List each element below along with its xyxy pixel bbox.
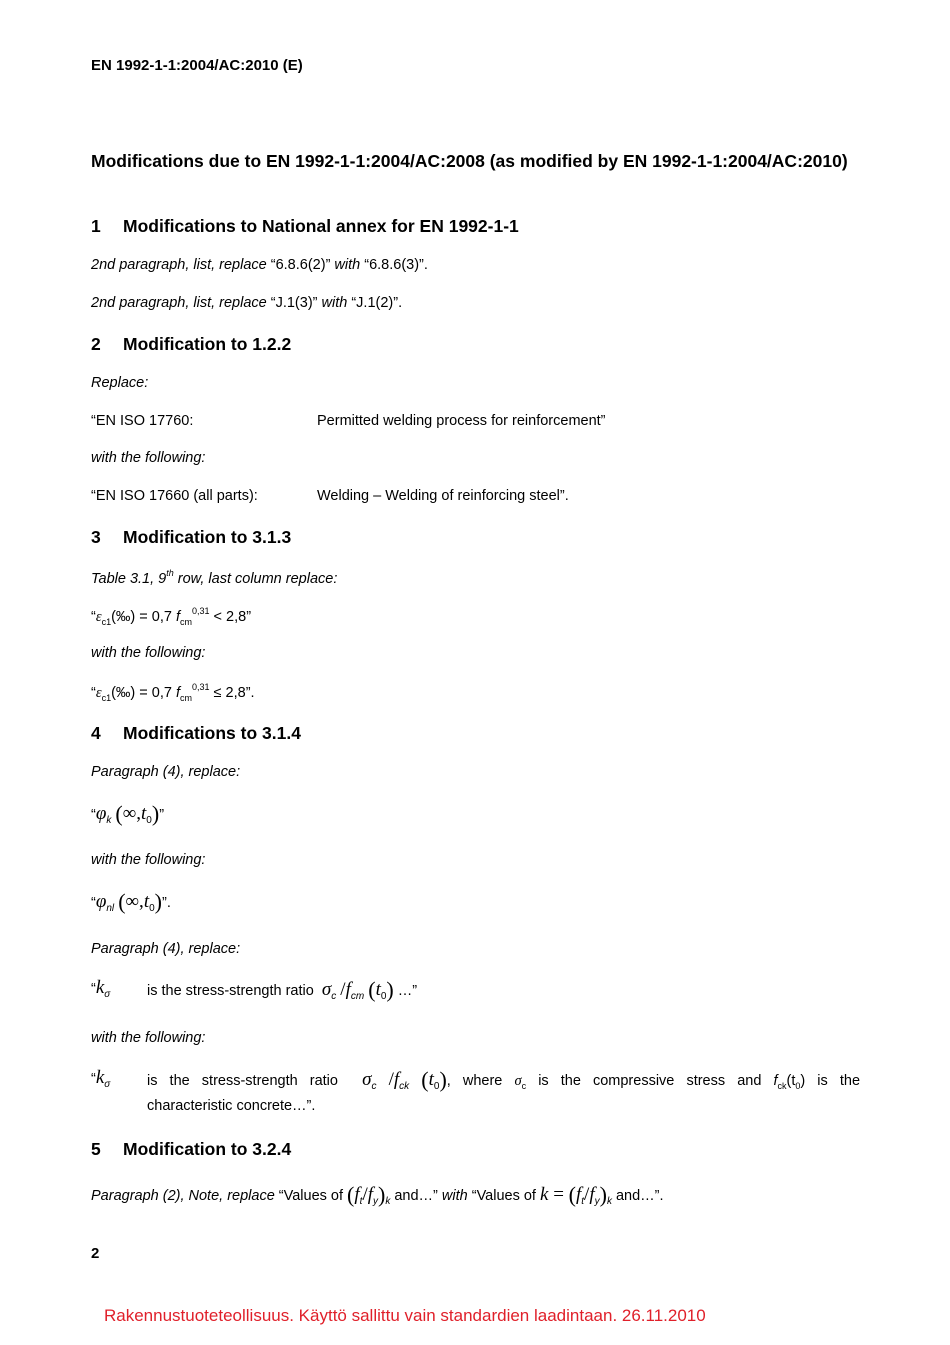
paragraph-instruction: Paragraph (4), replace: [91, 941, 241, 957]
subscript: 0 [149, 903, 155, 914]
close-paren: ) [151, 801, 160, 826]
quote: ” [159, 807, 165, 823]
subscript: y [373, 1196, 378, 1207]
k-symbol: k [95, 1067, 105, 1088]
definition-phrase: , where [446, 1073, 515, 1089]
table-instruction [91, 568, 337, 587]
close-paren: ) [800, 1073, 806, 1089]
t-symbol: t [375, 979, 381, 1000]
s5-paragraph [91, 1182, 664, 1208]
quote: “ [91, 807, 96, 823]
open-paren: ( [347, 1182, 355, 1207]
running-header: EN 1992-1-1:2004/AC:2010 (E) [91, 57, 303, 74]
quote: “ [91, 685, 96, 701]
with-label: with the following: [91, 450, 206, 466]
quote-text: “Values of [467, 1188, 540, 1204]
subscript: c1 [101, 693, 112, 703]
standard-code: “EN ISO 17760: [91, 413, 194, 429]
ellipsis: …” [393, 983, 418, 999]
infinity-symbol: ∞, [122, 803, 142, 824]
open-paren: ( [568, 1182, 576, 1207]
subscript: 0 [433, 1081, 440, 1092]
f-symbol: f [175, 685, 180, 701]
new-ref: “J.1(2)”. [347, 295, 403, 311]
section-number: 2 [91, 334, 101, 354]
new-k-sigma-definition [91, 1067, 861, 1119]
section-number: 1 [91, 216, 101, 236]
close-paren: ) [386, 977, 394, 1002]
f-symbol: f [345, 979, 351, 1000]
sigma-symbol: σ [362, 1069, 372, 1090]
page-number: 2 [91, 1245, 100, 1262]
section-4-heading [91, 723, 301, 744]
instruction-text: 2nd paragraph, list, replace [91, 257, 267, 273]
license-footer: Rakennustuoteteollisuus. Käyttö sallittu vain standardien laadintaan. 26.11.2010 [104, 1306, 706, 1325]
subscript: k [385, 1196, 391, 1207]
sigma-symbol: σ [321, 979, 332, 1000]
old-k-sigma-definition [91, 977, 861, 1017]
instruction-text: Paragraph (2), Note, replace [91, 1188, 275, 1204]
subscript: k [106, 815, 112, 826]
subscript: nl [106, 903, 115, 914]
with-label: with the following: [91, 1030, 206, 1046]
subscript: cm [179, 617, 192, 627]
section-number: 3 [91, 527, 101, 547]
definition-phrase: is the compressive stress and [526, 1073, 774, 1089]
section-5-heading [91, 1139, 291, 1160]
f-symbol: f [354, 1184, 360, 1205]
f-symbol: f [589, 1184, 595, 1205]
subscript: t [581, 1196, 585, 1207]
subscript: cm [179, 693, 192, 703]
exponent: 0,31 [191, 606, 210, 616]
instruction-text: with [321, 295, 348, 311]
section-1-heading [91, 216, 519, 237]
paragraph-instruction: Paragraph (4), replace: [91, 764, 241, 780]
subscript: c [521, 1081, 527, 1091]
ordinal-suffix: th [166, 568, 174, 578]
epsilon-symbol: ε [95, 685, 102, 701]
subscript: ck [399, 1081, 410, 1092]
with-label: with the following: [91, 645, 206, 661]
definition-line-1 [147, 1067, 860, 1093]
formula-text: ≤ 2,8”. [209, 685, 255, 701]
subscript: y [594, 1196, 600, 1207]
k-symbol: k [540, 1184, 549, 1205]
replace-label: Replace: [91, 375, 149, 391]
f-symbol: f [393, 1069, 400, 1090]
section-title: Modification to 3.2.4 [123, 1139, 292, 1159]
old-standard-entry [91, 413, 606, 429]
instruction-text: Table 3.1, 9 [91, 571, 167, 587]
new-formula [91, 682, 255, 703]
slash: / [388, 1069, 394, 1090]
equals-sign: = [548, 1184, 569, 1205]
with-label: with the following: [91, 852, 206, 868]
instruction-text: row, last column replace: [173, 571, 338, 587]
f-symbol: f [773, 1073, 778, 1089]
quote: “ [91, 981, 96, 997]
definition-text [147, 977, 417, 1003]
definition-phrase: is the [805, 1073, 861, 1089]
document-title: Modifications due to EN 1992-1-1:2004/AC:2008 (as modified by EN 1992-1-1:2004/AC:2010) [91, 151, 848, 171]
subscript: c [331, 991, 337, 1002]
f-symbol: f [367, 1184, 373, 1205]
phi-symbol: φ [95, 891, 107, 912]
subscript: σ [104, 989, 111, 1000]
quote: “ [91, 895, 96, 911]
quote-text: and…” [394, 1188, 442, 1204]
new-standard-entry [91, 488, 569, 504]
f-symbol: f [575, 1184, 582, 1205]
s1-paragraph-1 [91, 257, 428, 273]
subscript: cm [350, 991, 365, 1002]
sigma-symbol: σ [514, 1073, 522, 1089]
k-symbol: k [95, 977, 105, 998]
definition-phrase: is the stress-strength ratio [147, 1073, 338, 1089]
standard-code: “EN ISO 17660 (all parts): [91, 488, 258, 504]
instruction-text: 2nd paragraph, list, replace [91, 295, 267, 311]
slash: / [584, 1184, 590, 1205]
quote-text: and…”. [615, 1188, 664, 1204]
subscript: k [606, 1196, 612, 1207]
section-number: 5 [91, 1139, 101, 1159]
instruction-text: with [334, 257, 361, 273]
section-title: Modifications to National annex for EN 1992-1-1 [123, 216, 519, 236]
subscript: ck [777, 1081, 787, 1091]
subscript: c [371, 1081, 377, 1092]
old-formula [91, 606, 251, 627]
open-paren: ( [115, 801, 123, 826]
close-paren: ) [154, 889, 162, 914]
t-symbol: t [141, 803, 147, 824]
open-paren: ( [118, 889, 126, 914]
formula-text: (‰) = 0,7 [111, 685, 176, 701]
infinity-symbol: ∞, [125, 891, 144, 912]
subscript: c1 [101, 617, 112, 627]
f-symbol: f [175, 609, 180, 625]
open-paren: ( [421, 1067, 429, 1092]
standard-description: Welding – Welding of reinforcing steel”. [317, 488, 569, 504]
open-paren: ( [368, 977, 376, 1002]
subscript: t [359, 1196, 363, 1207]
definition-line-2: characteristic concrete…”. [147, 1098, 316, 1114]
formula-text: (‰) = 0,7 [111, 609, 176, 625]
new-ref: “6.8.6(3)”. [360, 257, 428, 273]
t-symbol: (t [786, 1073, 796, 1089]
epsilon-symbol: ε [95, 609, 102, 625]
definition-phrase: is the stress-strength ratio [147, 983, 314, 999]
close-paren: ) [439, 1067, 447, 1092]
section-title: Modification to 1.2.2 [123, 334, 292, 354]
section-2-heading [91, 334, 291, 355]
subscript: 0 [146, 815, 152, 826]
close-paren: ) [599, 1182, 607, 1207]
quote-text: “Values of [274, 1188, 348, 1204]
subscript: 0 [795, 1081, 801, 1091]
slash: / [340, 979, 346, 1000]
quote: “ [91, 609, 96, 625]
old-ref: “J.1(3)” [266, 295, 322, 311]
quote: “ [91, 1071, 96, 1087]
phi-symbol: φ [95, 803, 107, 824]
close-paren: ) [378, 1182, 386, 1207]
section-title: Modification to 3.1.3 [123, 527, 292, 547]
standard-description: Permitted welding process for reinforcement” [317, 413, 606, 429]
section-3-heading [91, 527, 291, 548]
instruction-text: with [441, 1188, 468, 1204]
slash: / [362, 1184, 368, 1205]
section-title: Modifications to 3.1.4 [123, 723, 301, 743]
s1-paragraph-2 [91, 295, 402, 311]
quote: ”. [161, 895, 171, 911]
section-number: 4 [91, 723, 101, 743]
formula-text: < 2,8” [209, 609, 252, 625]
exponent: 0,31 [191, 682, 210, 692]
subscript: 0 [380, 991, 387, 1002]
new-creep-function [91, 889, 171, 915]
old-ref: “6.8.6(2)” [266, 257, 335, 273]
t-symbol: t [428, 1069, 434, 1090]
subscript: σ [104, 1079, 111, 1090]
old-creep-function [91, 801, 164, 827]
t-symbol: t [143, 891, 150, 912]
